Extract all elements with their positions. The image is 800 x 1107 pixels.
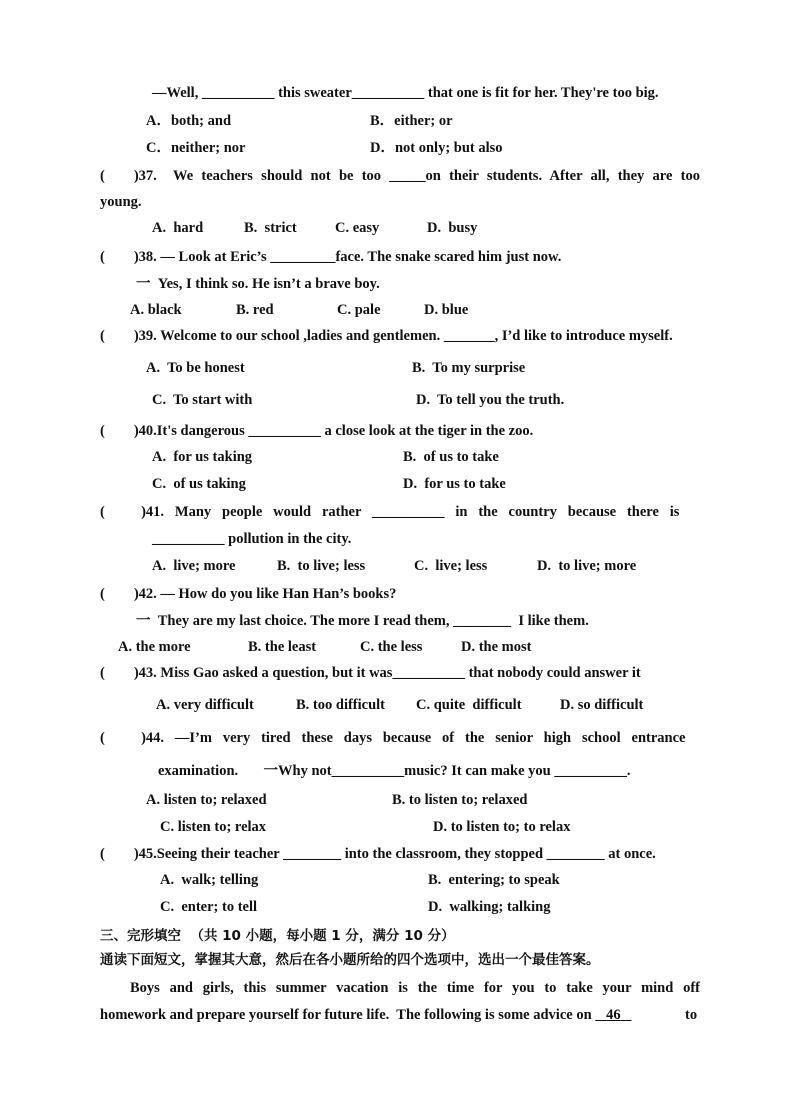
q36-option-b: B．either; or (370, 113, 453, 129)
q38-option-b: B. red (236, 302, 274, 318)
q37-number: ( )37. (100, 168, 157, 184)
q40-option-c: C. of us taking (152, 476, 246, 492)
q37-option-d: D. busy (427, 220, 478, 236)
q43-option-b: B. too difficult (296, 697, 386, 713)
q42-option-c: C. the less (360, 639, 423, 655)
q36-option-d: D．not only; but also (370, 140, 503, 156)
q40-option-a: A. for us taking (152, 449, 253, 465)
passage-line-2-end: to (685, 1007, 698, 1023)
q45-option-c: C. enter; to tell (160, 899, 258, 915)
q39-option-d: D. To tell you the truth. (416, 392, 565, 408)
q43-option-a: A. very difficult (156, 697, 254, 713)
q40-option-b: B. of us to take (403, 449, 499, 465)
q37-stem-cont: young. (100, 194, 142, 210)
q37-option-a: A. hard (152, 220, 204, 236)
q42-option-b: B. the least (248, 639, 317, 655)
q40-stem: ( )40.It's dangerous __________ a close look at the tiger in the zoo. (100, 423, 534, 439)
q37-stem: We teachers should not be too _____on their students. After all, they are too (173, 168, 700, 184)
q42-option-a: A. the more (118, 639, 191, 655)
q39-stem: ( )39. Welcome to our school ,ladies and gentlemen. _______, I’d like to introduce myself. (100, 328, 673, 344)
q44-option-b: B. to listen to; relaxed (392, 792, 528, 808)
q41-stem-cont: __________ pollution in the city. (152, 531, 352, 547)
section-instruction: 通读下面短文，掌握其大意，然后在各小题所给的四个选项中，选出一个最佳答案。 (100, 952, 600, 968)
q41-stem: ( )41. Many people would rather __________ in the country because there is (100, 504, 680, 520)
q44-option-c: C. listen to; relax (160, 819, 267, 835)
q42-reply: 一 They are my last choice. The more I read them, ________ I like them. (136, 613, 589, 629)
q44-option-a: A. listen to; relaxed (146, 792, 267, 808)
q41-option-d: D. to live; more (537, 558, 637, 574)
q44-stem-cont: examination. 一Why not__________music? It can make you __________. (158, 763, 631, 779)
section-title: 三、完形填空 （共 10 小题，每小题 1 分，满分 10 分） (100, 928, 455, 944)
q38-option-a: A. black (130, 302, 182, 318)
q42-stem: ( )42. — How do you like Han Han’s books? (100, 586, 397, 602)
q43-stem: ( )43. Miss Gao asked a question, but it was__________ that nobody could answer it (100, 665, 641, 681)
q39-option-c: C. To start with (152, 392, 253, 408)
passage-text: homework and prepare yourself for future life. The following is some advice on (100, 1007, 592, 1023)
q41-option-b: B. to live; less (277, 558, 366, 574)
q45-option-a: A. walk; telling (160, 872, 259, 888)
passage-line-1: Boys and girls, this summer vacation is the time for you to take your mind off (130, 980, 700, 996)
q45-option-d: D. walking; talking (428, 899, 551, 915)
q44-option-d: D. to listen to; to relax (433, 819, 571, 835)
q44-stem: ( )44. —I’m very tired these days because of the senior high school entrance (100, 730, 686, 746)
cloze-blank-number: 46 (606, 1007, 621, 1023)
q38-stem: ( )38. — Look at Eric’s _________face. The snake scared him just now. (100, 249, 562, 265)
q42-option-d: D. the most (461, 639, 532, 655)
cloze-blank (595, 1007, 631, 1023)
q37-option-b: B. strict (244, 220, 297, 236)
q43-option-d: D. so difficult (560, 697, 644, 713)
q40-option-d: D. for us to take (403, 476, 506, 492)
q41-option-c: C. live; less (414, 558, 488, 574)
q37-option-c: C. easy (335, 220, 380, 236)
passage-line-2 (100, 1006, 632, 1024)
q41-option-a: A. live; more (152, 558, 236, 574)
q45-stem: ( )45.Seeing their teacher ________ into the classroom, they stopped ________ at once. (100, 846, 656, 862)
q39-option-b: B. To my surprise (412, 360, 526, 376)
q38-option-d: D. blue (424, 302, 469, 318)
q36-option-c: C．neither; nor (146, 140, 246, 156)
q43-option-c: C. quite difficult (416, 697, 522, 713)
q39-option-a: A. To be honest (146, 360, 245, 376)
q38-reply: 一 Yes, I think so. He isn’t a brave boy. (136, 276, 380, 292)
q38-option-c: C. pale (337, 302, 381, 318)
q36-option-a: A．both; and (146, 113, 232, 129)
q36-line: —Well, __________ this sweater__________ that one is fit for her. They're too big. (152, 85, 659, 101)
q45-option-b: B. entering; to speak (428, 872, 560, 888)
